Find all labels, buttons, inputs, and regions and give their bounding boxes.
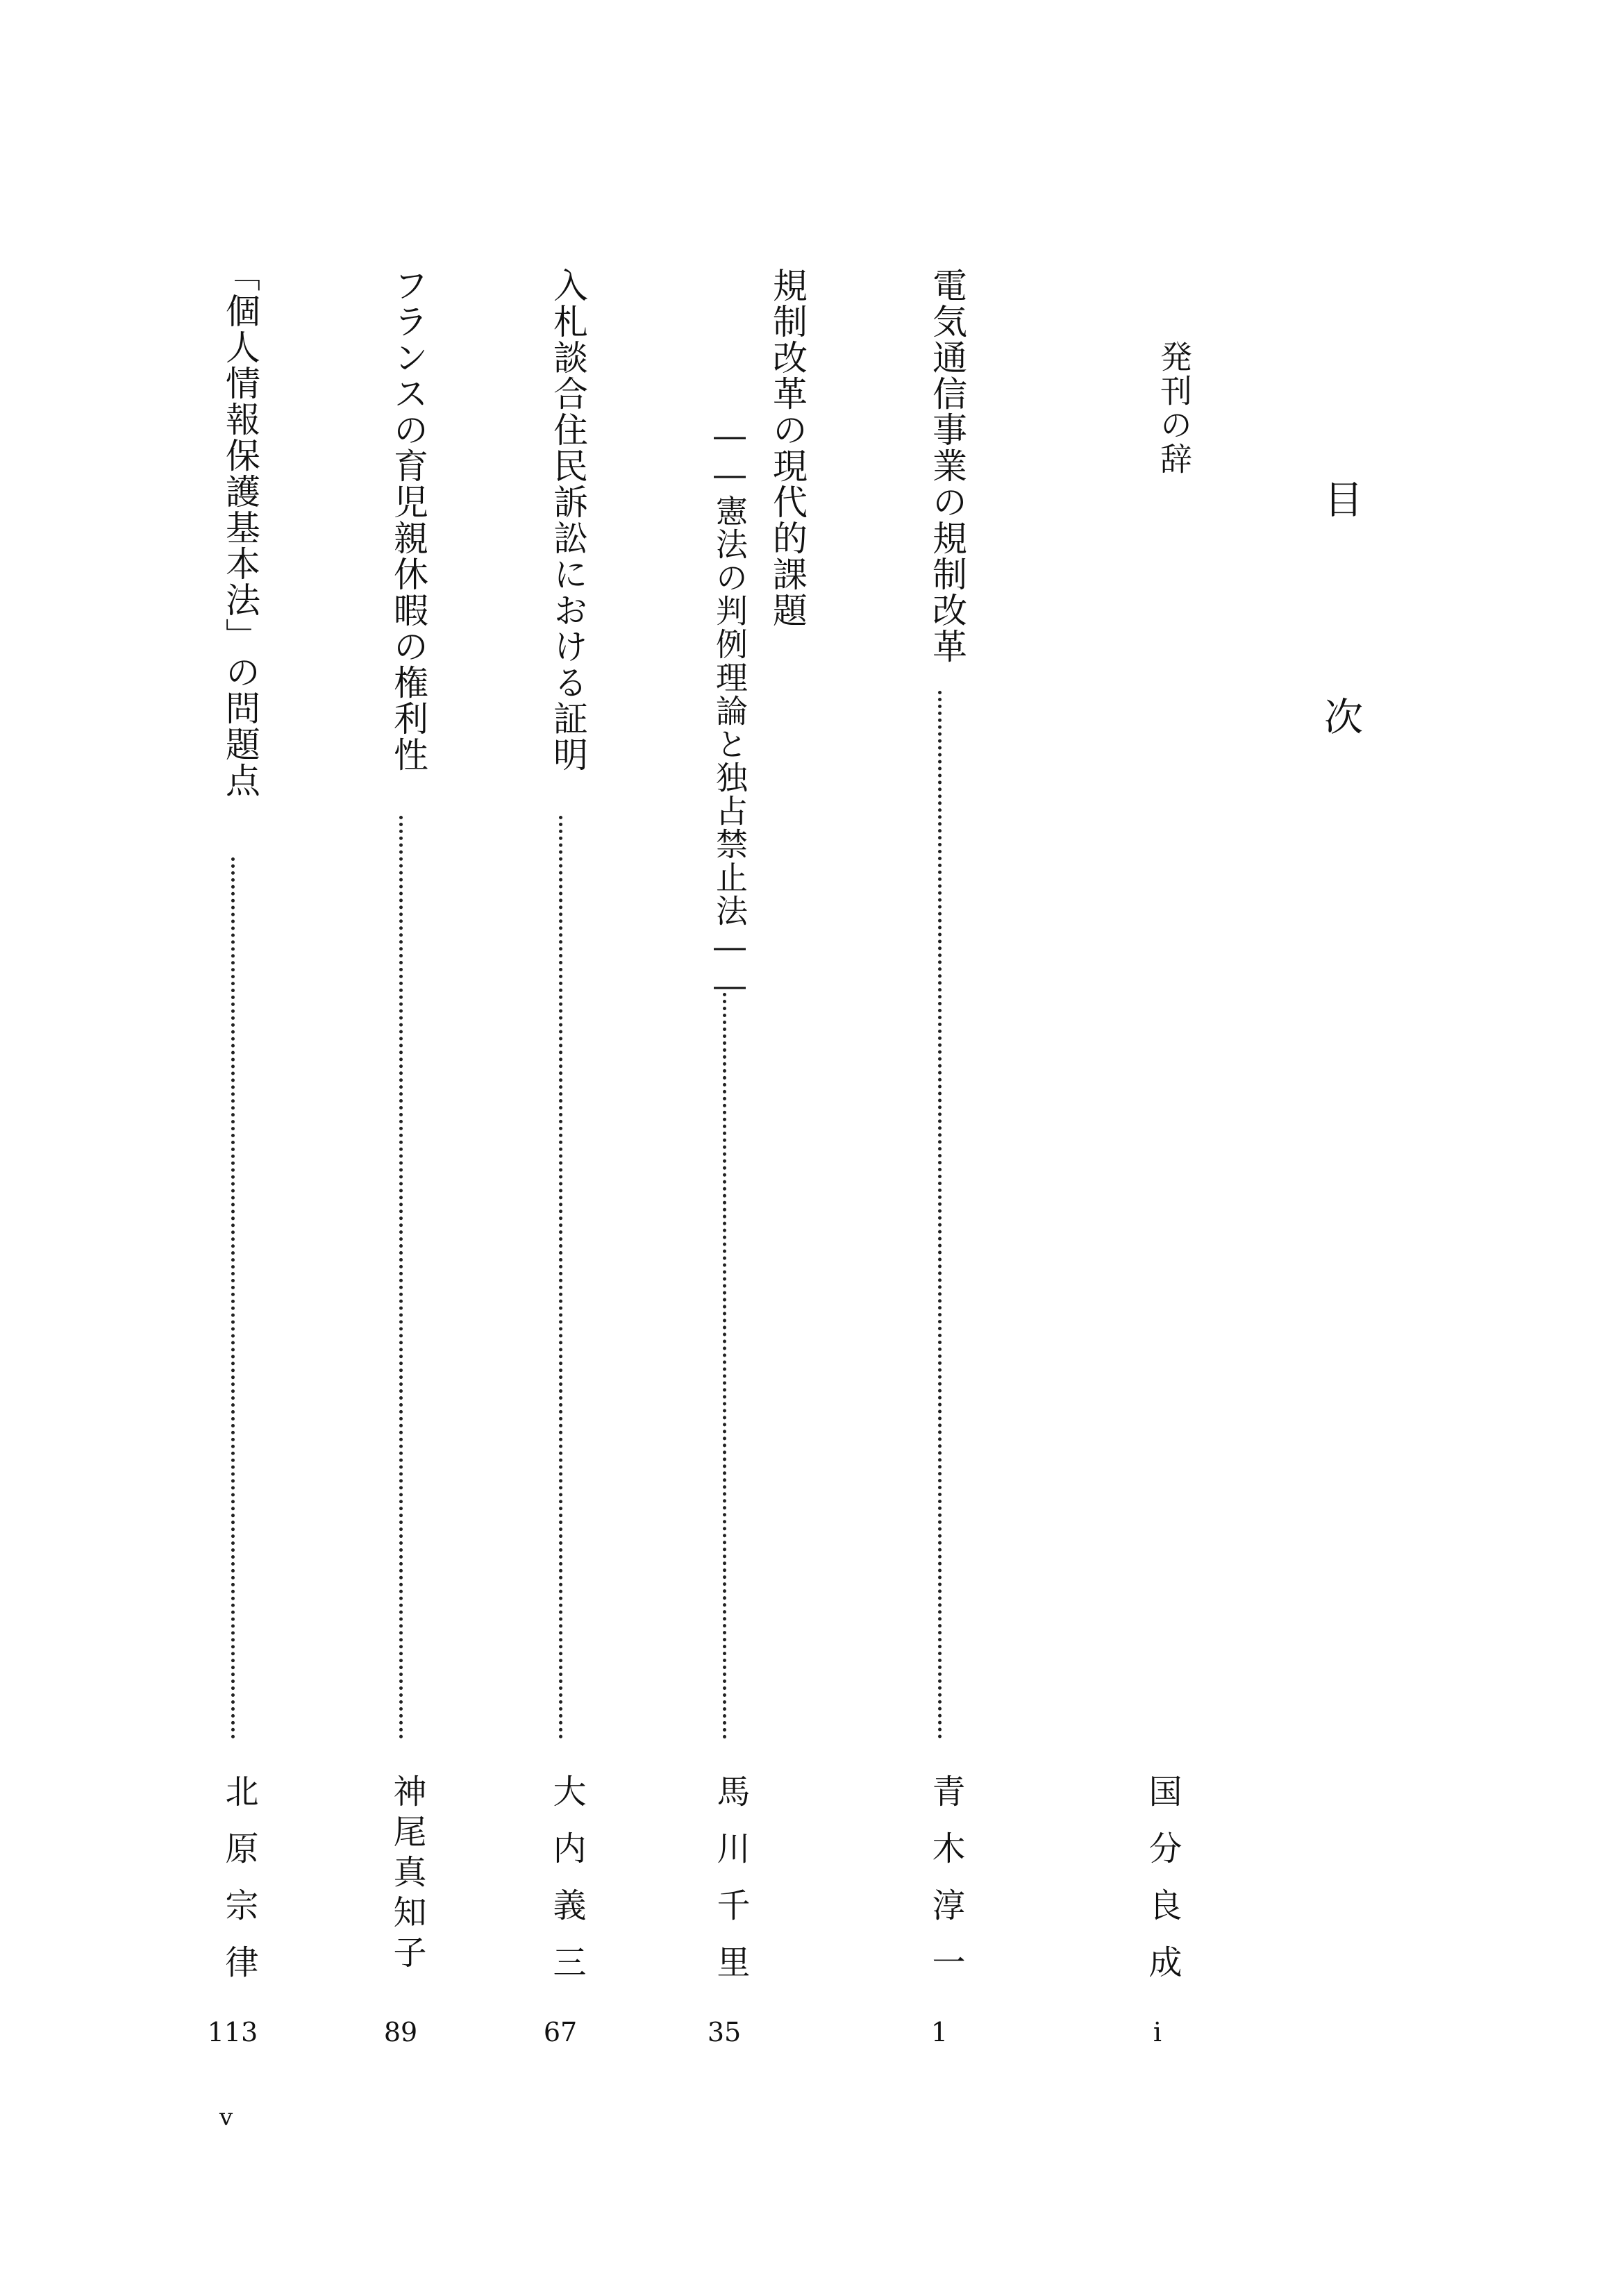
entry-author: 神尾真知子 bbox=[387, 1774, 426, 1975]
entry-page-number: 67 bbox=[543, 2017, 578, 2047]
entry-title: 入札談合住民訴訟における証明 bbox=[548, 267, 588, 773]
dot-leader bbox=[723, 993, 726, 1739]
entry-title: フランスの育児親休暇の権利性 bbox=[388, 267, 428, 773]
entry-author: 国分良成 bbox=[1143, 1774, 1182, 2002]
entry-title: 「個人情報保護基本法」の問題点 bbox=[220, 257, 260, 798]
dot-leader bbox=[399, 816, 403, 1739]
entry-author: 北原宗律 bbox=[219, 1774, 258, 2002]
dot-leader bbox=[559, 816, 562, 1739]
entry-title: 発刊の辞 bbox=[1155, 340, 1193, 476]
dot-leader bbox=[231, 857, 235, 1739]
entry-title: 電気通信事業の規制改革 bbox=[927, 267, 967, 664]
entry-page-number: 1 bbox=[930, 2017, 948, 2047]
entry-page-number: i bbox=[1153, 2017, 1162, 2047]
page-folio: v bbox=[219, 2104, 233, 2131]
entry-author: 大内義三 bbox=[547, 1774, 586, 2002]
dot-leader bbox=[938, 691, 942, 1739]
entry-page-number: 89 bbox=[383, 2017, 418, 2047]
entry-author: 青木淳一 bbox=[926, 1774, 965, 2002]
entry-title: 規制改革の現代的課題 bbox=[767, 267, 808, 628]
entry-subtitle: ――憲法の判例理論と独占禁止法―― bbox=[711, 417, 749, 1005]
entry-author: 馬川千里 bbox=[711, 1774, 750, 2002]
entry-page-number: 35 bbox=[707, 2017, 742, 2047]
entry-page-number: 113 bbox=[207, 2017, 258, 2047]
page-title: 目 次 bbox=[1318, 479, 1363, 802]
